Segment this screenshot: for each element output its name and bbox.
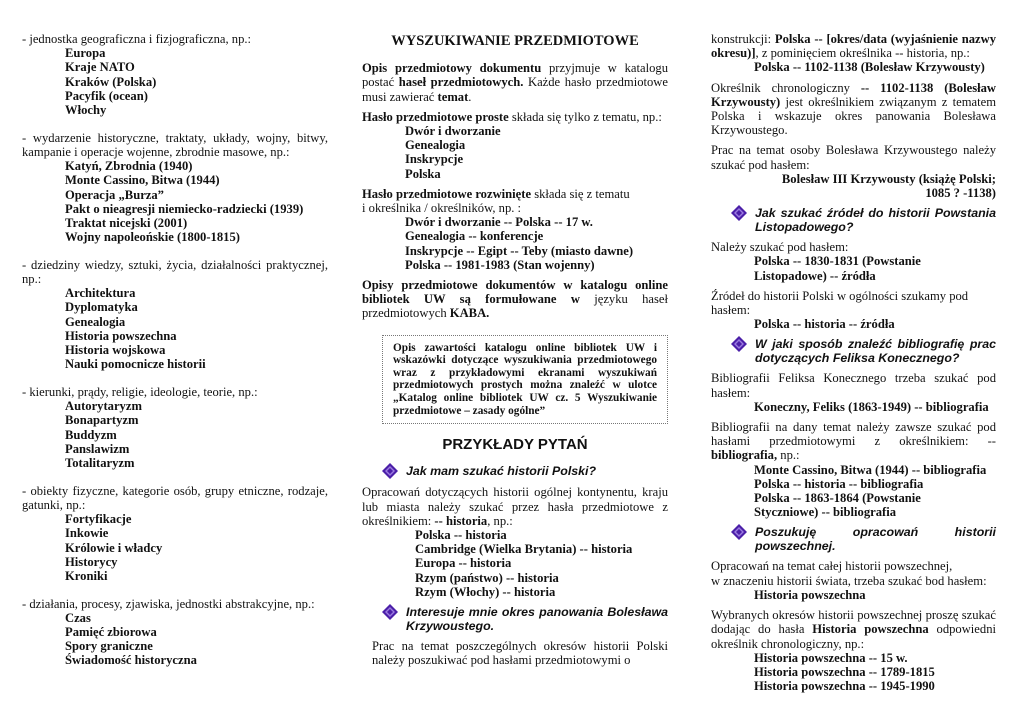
subject-heading-example: Świadomość historyczna xyxy=(65,653,197,668)
text-run: Opracowań dotyczących historii ogólnej kontynentu, kraju lub miasta należy szukać przez hasła przedmiotowe z określnikiem: xyxy=(362,485,668,528)
text-run: Opracowań na temat całej historii powszechnej, w znaczeniu historii świata, trzeba szukać bod hasłem: xyxy=(711,559,987,588)
subject-heading-example: Rzym (Włochy) -- historia xyxy=(415,584,556,599)
text-run: Źródeł do historii Polski w ogólności szukamy pod hasłem: xyxy=(711,288,969,318)
subject-heading-example: Królowie i władcy xyxy=(65,540,163,555)
text-run: języku haseł przedmiotowych xyxy=(362,292,668,321)
subject-heading-example: Inskrypcje -- Egipt -- Teby (miasto dawne) xyxy=(405,243,634,258)
paragraph xyxy=(22,597,328,611)
paragraph xyxy=(22,131,328,159)
subject-heading-list xyxy=(22,159,328,244)
subject-heading-example: Genealogia xyxy=(405,138,466,153)
subject-heading-example: Polska -- historia xyxy=(415,528,507,543)
question-text: Jak mam szukać historii Polski? xyxy=(406,464,597,479)
subject-heading-example: Architektura xyxy=(65,286,136,301)
paragraph xyxy=(711,608,996,651)
subject-heading-example: Traktat nicejski (2001) xyxy=(65,215,188,230)
subject-heading-example: Inkowie xyxy=(65,526,109,541)
bold-term: Polska -- [okres/data (wyjaśnienie nazwy okresu)] xyxy=(711,32,996,61)
bold-term: -- 1102-1138 (Bolesław Krzywousty) xyxy=(711,80,996,109)
bold-term: Opis przedmiotowy dokumentu xyxy=(362,61,542,76)
paragraph xyxy=(711,371,996,399)
question-heading xyxy=(362,605,668,633)
subject-heading-list xyxy=(711,463,996,520)
column-left xyxy=(22,32,328,668)
subject-heading-example: Dyplomatyka xyxy=(65,300,138,315)
subject-heading-example: Panslawizm xyxy=(65,441,130,456)
subject-heading-example: Historia powszechna -- 1945-1990 xyxy=(754,679,935,694)
subject-heading-example: Historia wojskowa xyxy=(65,343,166,358)
subject-heading-list xyxy=(22,46,328,117)
diamond-bullet-icon xyxy=(382,463,398,479)
subject-heading-example: Cambridge (Wielka Brytania) -- historia xyxy=(415,542,633,557)
column-middle xyxy=(362,32,668,667)
page-title: WYSZUKIWANIE PRZEDMIOTOWE xyxy=(391,33,639,49)
subject-heading-list xyxy=(711,588,996,602)
subject-heading-list xyxy=(362,124,668,181)
subject-heading-example: Koneczny, Feliks (1863-1949) -- bibliografia xyxy=(754,399,989,414)
text-run: - obiekty fizyczne, kategorie osób, grupy etniczne, rodzaje, gatunki, np.: xyxy=(22,483,328,512)
text-run: - kierunki, prądy, religie, ideologie, teorie, np.: xyxy=(22,384,258,399)
subject-heading-example: Historia powszechna -- 1789-1815 xyxy=(754,664,935,679)
paragraph xyxy=(362,61,668,104)
subject-heading-list xyxy=(22,286,328,371)
question-text: Jak szukać źródeł do historii Powstania Listopadowego? xyxy=(755,206,996,235)
diamond-bullet-icon xyxy=(731,524,747,540)
paragraph xyxy=(362,278,668,321)
paragraph xyxy=(362,485,668,528)
paragraph xyxy=(711,240,996,254)
subject-heading-list xyxy=(362,215,668,272)
subject-heading-example: Historia powszechna xyxy=(65,328,177,343)
paragraph xyxy=(22,32,328,46)
subject-heading-example: Autorytaryzm xyxy=(65,399,142,414)
subject-heading-example: Polska -- 1102-1138 (Bolesław Krzywousty) xyxy=(754,60,985,75)
subject-heading-example: Czas xyxy=(65,610,91,625)
subject-heading-example: Inskrypcje xyxy=(405,152,464,167)
subject-heading-list xyxy=(711,254,996,282)
text-run: np.: xyxy=(777,448,800,463)
diamond-bullet-icon xyxy=(382,604,398,620)
subject-heading-example: Kroniki xyxy=(65,568,108,583)
subject-heading-example: Genealogia xyxy=(65,314,126,329)
question-text: Interesuje mnie okres panowania Bolesława Krzywoustego. xyxy=(406,605,668,634)
column-right xyxy=(711,32,996,693)
paragraph xyxy=(22,484,328,512)
diamond-bullet-icon xyxy=(731,205,747,221)
subject-heading-list xyxy=(711,400,996,414)
question-heading xyxy=(711,525,996,553)
question-text: W jaki sposób znaleźć bibliografię prac dotyczących Feliksa Konecznego? xyxy=(755,337,996,366)
bold-term: haseł przedmiotowych. xyxy=(398,75,524,90)
paragraph xyxy=(362,639,668,667)
text-run: przyjmuje w katalogu postać xyxy=(362,61,668,90)
subject-heading-example: Dwór i dworzanie xyxy=(405,124,501,139)
paragraph xyxy=(362,187,668,215)
subject-heading-example: Monte Cassino, Bitwa (1944) xyxy=(65,173,220,188)
subject-heading-example: Kraje NATO xyxy=(65,60,135,75)
text-run: - jednostka geograficzna i fizjograficzna, np.: xyxy=(22,32,252,46)
subject-heading-example: Polska -- historia -- bibliografia xyxy=(754,476,924,491)
subject-heading-example: Operacja „Burza” xyxy=(65,187,164,202)
info-box: Opis zawartości katalogu online bibliotek UW i wskazówki dotyczące wyszukiwania przedmiotowego wraz z przykładowymi ekranami wyszukiwań przedmiotowych prostych można znaleźć w ulotce „Katalog online bibliotek UW cz. 5 Wyszukiwanie przedmiotowe – zasady ogólne” xyxy=(382,335,668,425)
subject-heading-example: Fortyfikacje xyxy=(65,512,132,527)
subject-heading-example: Bolesław III Krzywousty (książę Polski; 1085 ? -1138) xyxy=(781,171,996,201)
bold-term: bibliografia, xyxy=(711,448,778,463)
subject-heading-example: Pacyfik (ocean) xyxy=(65,88,148,103)
subject-heading-example: Kraków (Polska) xyxy=(65,74,157,89)
text-run: Określnik chronologiczny xyxy=(711,80,861,95)
text-run: , z pominięciem określnika -- historia, np.: xyxy=(755,46,970,61)
question-heading xyxy=(362,464,668,479)
text-run: jest określnikiem związanym z tematem Polska i wskazuje okres panowania Bolesława Krzywoustego. xyxy=(711,94,996,138)
bold-term: -- historia xyxy=(434,513,488,528)
text-run: konstrukcji: xyxy=(711,32,775,46)
paragraph xyxy=(22,258,328,286)
bold-term: Hasło przedmiotowe rozwinięte xyxy=(362,186,532,201)
text-run: Wybranych okresów historii powszechnej proszę szukać dodając do hasła xyxy=(711,608,996,637)
subject-heading-example: Totalitaryzm xyxy=(65,455,135,470)
subject-heading-example: Polska -- historia -- źródła xyxy=(754,317,895,332)
text-run: , np.: xyxy=(487,513,513,528)
bold-term: Historia powszechna xyxy=(812,622,929,637)
bold-term: Hasło przedmiotowe proste xyxy=(362,109,509,124)
question-text: Poszukuję opracowań historii powszechnej. xyxy=(755,525,996,554)
subject-heading-list xyxy=(711,317,996,331)
subject-heading-list xyxy=(362,528,668,599)
subject-heading-example: Pamięć zbiorowa xyxy=(65,625,157,640)
text-run: - działania, procesy, zjawiska, jednostki abstrakcyjne, np.: xyxy=(22,596,315,611)
subject-heading-example: Polska -- 1981-1983 (Stan wojenny) xyxy=(405,257,595,272)
subject-heading-example: Buddyzm xyxy=(65,427,117,442)
subject-heading-example: Rzym (państwo) -- historia xyxy=(415,570,559,585)
bold-term: Opisy przedmiotowe dokumentów w katalogu online bibliotek UW są formułowane w xyxy=(362,278,668,307)
text-run: Bibliografii Feliksa Konecznego trzeba szukać pod hasłem: xyxy=(711,371,996,400)
subject-heading-example: Dwór i dworzanie -- Polska -- 17 w. xyxy=(405,215,593,230)
subject-heading-example: Europa xyxy=(65,46,106,61)
subject-heading-list xyxy=(711,651,996,694)
text-run: Prac na temat poszczególnych okresów historii Polski należy poszukiwać pod hasłami przedmiotowymi o xyxy=(372,639,668,668)
paragraph xyxy=(362,110,668,124)
subject-heading-example: Historia powszechna xyxy=(754,587,866,602)
subject-heading-example: Pakt o nieagresji niemiecko-radziecki (1939) xyxy=(65,201,304,216)
paragraph xyxy=(22,385,328,399)
subject-heading-example: Polska -- 1830-1831 (Powstanie Listopadowe) -- źródła xyxy=(754,254,921,283)
text-run: odpowiedni określnik chronologiczny, np.: xyxy=(711,622,996,651)
text-run: - wydarzenie historyczne, traktaty, układy, wojny, bitwy, kampanie i operacje wojenne, zbrodnie masowe, np.: xyxy=(22,130,328,159)
subject-heading-example: Wojny napoleońskie (1800-1815) xyxy=(65,230,240,245)
subject-heading-example: Polska -- 1863-1864 (Powstanie Styczniowe) -- bibliografia xyxy=(754,491,921,520)
subject-heading-list xyxy=(22,399,328,470)
bold-term: temat xyxy=(437,89,469,104)
text-run: składa się tylko z tematu, np.: xyxy=(508,109,662,124)
subject-heading-list xyxy=(711,60,996,74)
subject-heading-list xyxy=(22,611,328,668)
section-heading: PRZYKŁADY PYTAŃ xyxy=(442,436,588,454)
subject-heading-example: Historia powszechna -- 15 w. xyxy=(754,650,908,665)
paragraph xyxy=(711,559,996,587)
question-heading xyxy=(711,337,996,365)
text-run: składa się z tematu i określnika / określników, np. : xyxy=(362,186,630,216)
subject-heading-example: Katyń, Zbrodnia (1940) xyxy=(65,159,193,174)
subject-heading-example: Historycy xyxy=(65,554,118,569)
paragraph xyxy=(711,289,996,317)
paragraph xyxy=(711,32,996,60)
paragraph xyxy=(711,81,996,138)
text-run: Każde hasło przedmiotowe musi zawierać xyxy=(362,75,668,104)
subject-heading-example: Włochy xyxy=(65,103,107,118)
diamond-bullet-icon xyxy=(731,336,747,352)
text-run: Prac na temat osoby Bolesława Krzywoustego należy szukać pod hasłem: xyxy=(711,143,996,172)
text-run: Należy szukać pod hasłem: xyxy=(711,240,849,255)
bold-term: KABA. xyxy=(449,306,490,321)
text-run: - dziedziny wiedzy, sztuki, życia, działalności praktycznej, np.: xyxy=(22,257,328,287)
text-run: Bibliografii na dany temat należy zawsze szukać pod hasłami przedmiotowymi z określnikiem: -- xyxy=(711,420,996,449)
subject-heading-example: Spory graniczne xyxy=(65,639,153,654)
subject-heading-example: Europa -- historia xyxy=(415,556,512,571)
paragraph xyxy=(711,143,996,171)
subject-heading-example: Genealogia -- konferencje xyxy=(405,229,544,244)
subject-heading-example: Nauki pomocnicze historii xyxy=(65,357,206,372)
subject-heading-example: Bonapartyzm xyxy=(65,413,139,428)
paragraph xyxy=(711,420,996,463)
subject-heading-example: Polska xyxy=(405,166,441,181)
question-heading xyxy=(711,206,996,234)
text-run: . xyxy=(468,89,472,104)
subject-heading-example: Monte Cassino, Bitwa (1944) -- bibliografia xyxy=(754,462,987,477)
subject-heading-list xyxy=(22,512,328,583)
